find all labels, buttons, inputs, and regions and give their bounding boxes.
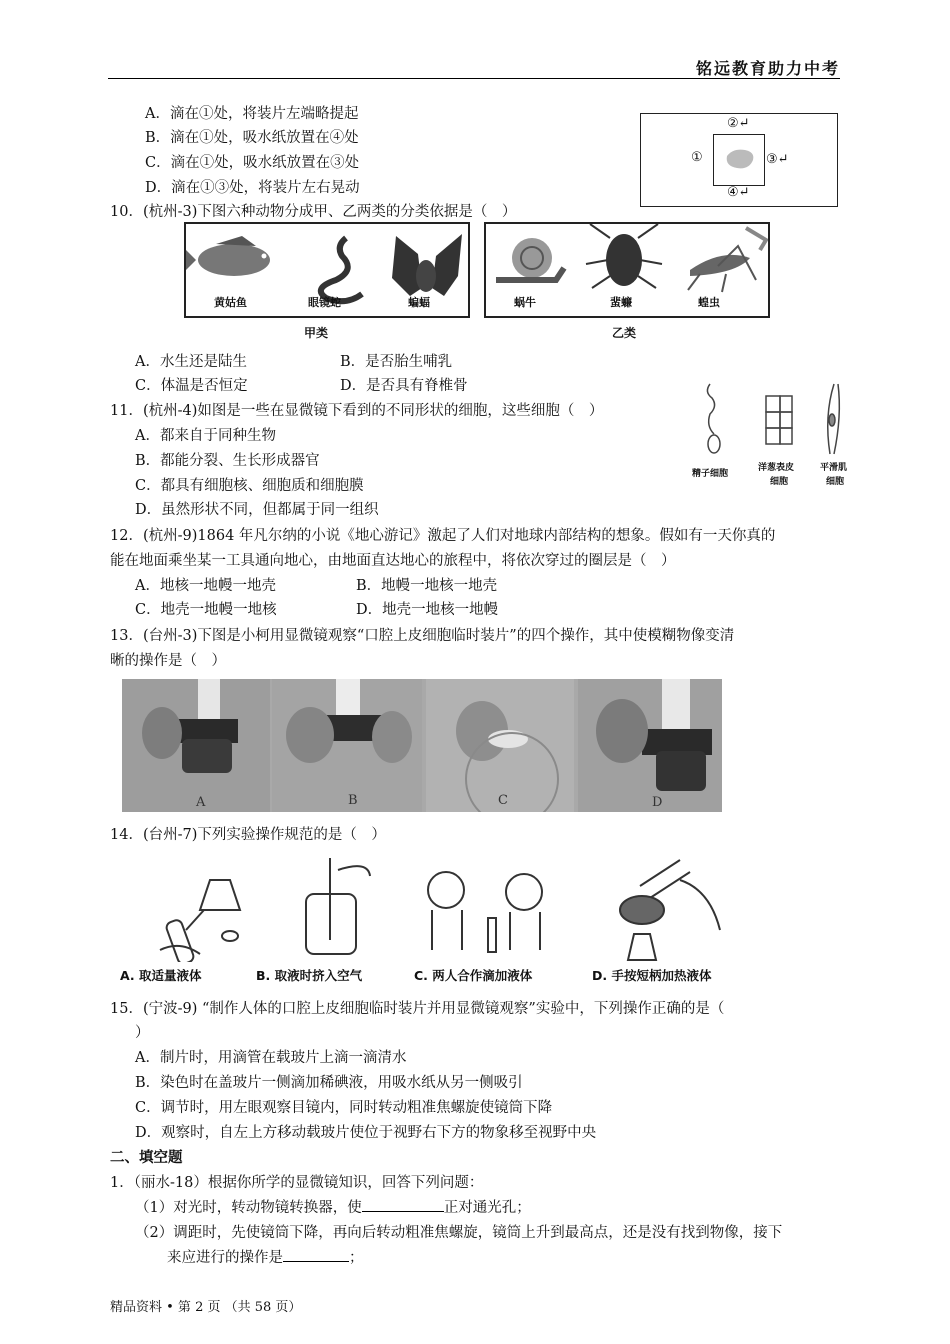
- q10-option-a: A．水生还是陆生: [135, 354, 247, 370]
- bat-icon: [392, 234, 462, 296]
- lab-caption-a: A. 取适量液体: [120, 968, 202, 983]
- q12-stem-line1: 12．(杭州-9)1864 年凡尔纳的小说《地心游记》激起了人们对地球内部结构的想象。假如有一天你真的: [110, 528, 776, 544]
- cell-label-sperm: 精子细胞: [692, 469, 729, 479]
- position-2-label: ②↵: [727, 116, 750, 131]
- q11-option-d: D．虽然形状不同，但都属于同一组织: [135, 502, 379, 518]
- q14-lab-drawings: [120, 850, 750, 962]
- animal-label-locust: 蝗虫: [698, 296, 720, 309]
- dropper-bottle-icon: [306, 858, 370, 954]
- q10-option-c: C．体温是否恒定: [135, 378, 248, 394]
- photo-b: [272, 679, 422, 812]
- section-heading: 二、填空题: [110, 1150, 183, 1166]
- cell-label-muscle-1: 平滑肌: [820, 463, 848, 473]
- fill1-part2-pre: 来应进行的操作是: [167, 1250, 283, 1266]
- q12-option-c: C．地壳一地幔一地核: [135, 602, 277, 618]
- q10-group-a-box: [184, 222, 470, 318]
- q10-group-b-box: [484, 222, 770, 318]
- q11-stem: 11．(杭州-4)如图是一些在显微镜下看到的不同形状的细胞，这些细胞（ ）: [110, 403, 604, 419]
- photo-label-d: D: [652, 795, 663, 810]
- q15-option-d: D．观察时，自左上方移动载玻片使位于视野右下方的物象移至视野中央: [135, 1125, 597, 1141]
- animal-label-fish: 黄姑鱼: [214, 296, 247, 309]
- q12-option-d: D．地壳一地核一地幔: [356, 602, 499, 618]
- photo-label-b: B: [348, 793, 358, 808]
- heating-tube-icon: [620, 860, 720, 960]
- fill1-part2-line2: [167, 1246, 364, 1267]
- q9-option-b: B．滴在①处，吸水纸放置在④处: [145, 130, 359, 146]
- fill1-stem: 1．（丽水-18）根据你所学的显微镜知识，回答下列问题：: [110, 1175, 484, 1191]
- q13-stem-line1: 13．(台州-3)下图是小柯用显微镜观察“口腔上皮细胞临时装片”的四个操作，其中使模糊物像变清: [110, 628, 735, 644]
- header-rule: [108, 78, 840, 79]
- sperm-cell-icon: [707, 384, 720, 453]
- q11-cells-figure: [692, 380, 866, 490]
- position-3-label: ③↵: [766, 152, 789, 167]
- q11-option-c: C．都具有细胞核、细胞质和细胞膜: [135, 478, 364, 494]
- onion-cell-icon: [766, 396, 792, 444]
- two-students-icon: [428, 872, 542, 952]
- q9-option-a: A．滴在①处，将装片左端略提起: [145, 106, 359, 122]
- snail-icon: [496, 238, 564, 280]
- q10-option-b: B．是否胎生哺乳: [340, 354, 453, 370]
- q15-stem-line2: ）: [135, 1025, 150, 1041]
- q14-lab-figure: [120, 850, 750, 988]
- fill1-blank-1[interactable]: [362, 1197, 444, 1212]
- q10-group-b-label: 乙类: [612, 326, 637, 340]
- q15-option-c: C．调节时，用左眼观察目镜内，同时转动粗准焦螺旋使镜筒下降: [135, 1100, 553, 1116]
- lab-caption-c: C. 两人合作滴加液体: [414, 968, 533, 983]
- q9-option-c: C．滴在①处，吸水纸放置在③处: [145, 155, 360, 171]
- smooth-muscle-cell-icon: [828, 384, 840, 454]
- cell-label-onion-2: 细胞: [770, 477, 789, 487]
- fill1-part1: [135, 1196, 531, 1217]
- cockroach-icon: [586, 224, 662, 288]
- fish-icon: [186, 236, 270, 276]
- photo-a: [122, 679, 270, 812]
- q13-microscope-photos: [122, 679, 722, 812]
- q11-option-b: B．都能分裂、生长形成器官: [135, 453, 320, 469]
- fill1-part1-pre: （1）对光时，转动物镜转换器，使: [135, 1200, 362, 1216]
- q14-stem: 14．(台州-7)下列实验操作规范的是（ ）: [110, 827, 386, 843]
- fill1-part2-line1: （2）调距时，先使镜筒下降，再向后转动粗准焦螺旋，镜筒上升到最高点，还是没有找到物像，接下: [135, 1225, 783, 1241]
- lab-caption-b: B. 取液时挤入空气: [256, 968, 363, 983]
- q10-group-a-label: 甲类: [304, 326, 329, 340]
- fill1-part1-post: 正对通光孔；: [443, 1200, 531, 1216]
- q9-slide-figure: [640, 113, 838, 207]
- q10-option-d: D．是否具有脊椎骨: [340, 378, 468, 394]
- photo-label-a: A: [196, 795, 206, 810]
- header-brand: 铭远教育助力中考: [695, 59, 840, 78]
- q12-option-a: A．地核一地幔一地壳: [135, 578, 276, 594]
- animal-label-bat: 蝙蝠: [408, 296, 430, 309]
- fill1-blank-2[interactable]: [283, 1247, 349, 1262]
- animal-label-cockroach: 蜚蠊: [610, 296, 632, 309]
- cell-label-muscle-2: 细胞: [826, 477, 845, 487]
- q13-stem-line2: 晰的操作是（ ）: [110, 653, 226, 669]
- fill1-part2-post: ；: [349, 1250, 364, 1266]
- q15-stem-line1: 15．(宁波-9) “制作人体的口腔上皮细胞临时装片并用显微镜观察”实验中，下列操作正确的是（: [110, 1001, 725, 1017]
- position-1-label: ①: [691, 150, 703, 165]
- q11-option-a: A．都来自于同种生物: [135, 428, 276, 444]
- lab-caption-d: D. 手按短柄加热液体: [592, 968, 712, 983]
- pour-liquid-icon: [160, 880, 240, 962]
- q10-stem: 10．(杭州-3)下图六种动物分成甲、乙两类的分类依据是（ ）: [110, 204, 517, 220]
- q15-option-a: A．制片时，用滴管在载玻片上滴一滴清水: [135, 1050, 407, 1066]
- q11-cell-drawings: [696, 380, 866, 464]
- locust-icon: [688, 228, 766, 292]
- q12-option-b: B．地幔一地核一地壳: [356, 578, 498, 594]
- page-footer: 精品资料 • 第 2 页 （共 58 页）: [110, 1300, 302, 1315]
- snake-icon: [321, 238, 362, 301]
- photo-d: [578, 679, 722, 812]
- cell-label-onion-1: 洋葱表皮: [758, 463, 795, 473]
- q15-option-b: B．染色时在盖玻片一侧滴加稀碘液，用吸水纸从另一侧吸引: [135, 1075, 523, 1091]
- animal-label-snail: 蜗牛: [514, 296, 536, 309]
- q9-option-d: D．滴在①③处，将装片左右晃动: [145, 180, 360, 196]
- q12-stem-line2: 能在地面乘坐某一工具通向地心，由地面直达地心的旅程中，将依次穿过的圈层是（ ）: [110, 553, 676, 569]
- photo-label-c: C: [498, 793, 508, 808]
- position-4-label: ④↵: [727, 185, 750, 200]
- q13-photo-strip: [122, 679, 722, 812]
- animal-label-snake: 眼镜蛇: [308, 296, 341, 309]
